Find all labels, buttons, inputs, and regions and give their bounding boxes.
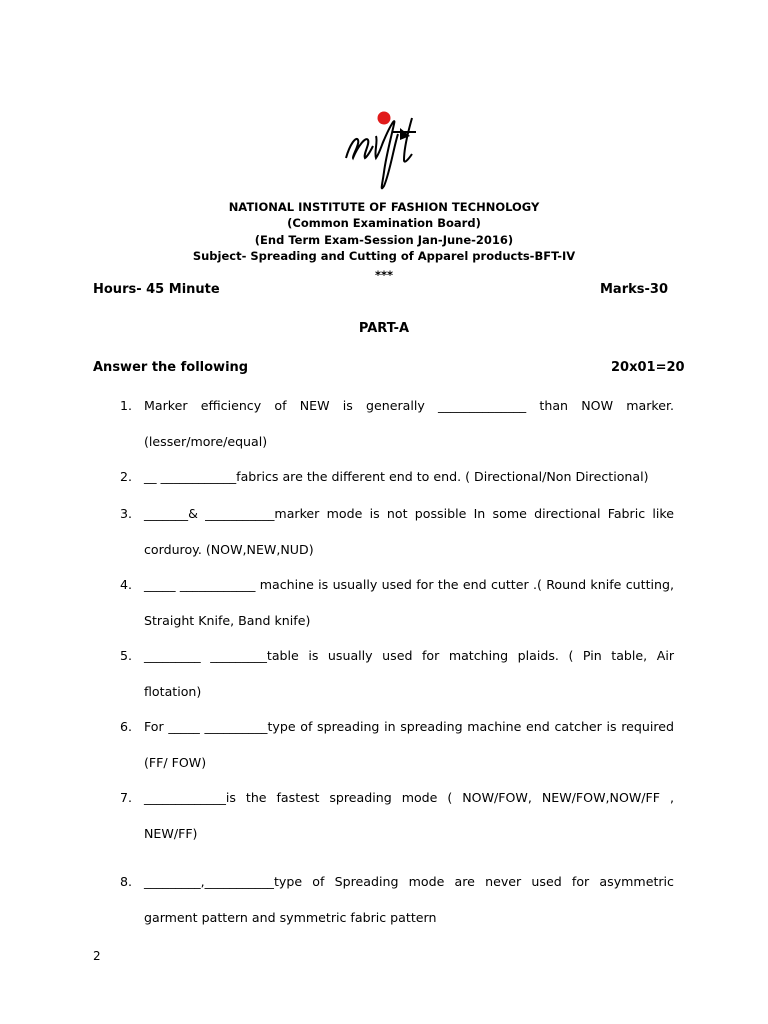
instruction-text: Answer the following — [93, 360, 249, 375]
question-7 — [120, 780, 674, 852]
header-stars: *** — [374, 268, 394, 282]
question-number: 6. — [120, 719, 133, 734]
page-number: 2 — [93, 949, 101, 963]
question-6 — [120, 709, 674, 781]
question-3 — [120, 496, 674, 568]
question-number: 8. — [120, 874, 133, 889]
question-text: _____ ____________ machine is usually used for the end cutter .( Round knife cutting, Straight Knife, Band knife) — [144, 577, 674, 628]
question-text: __ ____________fabrics are the different end to end. ( Directional/Non Directional) — [144, 469, 649, 484]
question-number: 7. — [120, 790, 133, 805]
instruction-marks: 20x01=20 — [611, 360, 685, 375]
exam-total-marks: Marks-30 — [600, 282, 668, 297]
question-number: 1. — [120, 398, 133, 413]
question-number: 3. — [120, 506, 133, 521]
question-4 — [120, 567, 674, 639]
institute-name: NATIONAL INSTITUTE OF FASHION TECHNOLOGY — [228, 200, 540, 214]
question-number: 4. — [120, 577, 133, 592]
question-number: 5. — [120, 648, 133, 663]
question-8 — [120, 864, 674, 936]
question-text: Marker efficiency of NEW is generally ______________ than NOW marker. (lesser/more/equal) — [144, 398, 674, 449]
question-text: _________ _________table is usually used for matching plaids. ( Pin table, Air flotation) — [144, 648, 674, 699]
question-5 — [120, 638, 674, 710]
part-heading: PART-A — [358, 321, 410, 336]
question-text: _____________is the fastest spreading mode ( NOW/FOW, NEW/FOW,NOW/FF , NEW/FF) — [144, 790, 674, 841]
logo-red-dot — [378, 112, 391, 125]
question-2 — [120, 459, 674, 495]
question-1 — [120, 388, 674, 460]
question-number: 2. — [120, 469, 133, 484]
question-text: _________,___________type of Spreading mode are never used for asymmetric garment pattern and symmetric fabric pattern — [144, 874, 674, 925]
nift-logo-icon — [338, 106, 428, 194]
subject-title: Subject- Spreading and Cutting of Apparel products-BFT-IV — [192, 249, 576, 263]
question-text: For _____ __________type of spreading in spreading machine end catcher is required (FF/ FOW) — [144, 719, 674, 770]
question-text: _______& ___________marker mode is not possible In some directional Fabric like corduroy. (NOW,NEW,NUD) — [144, 506, 674, 557]
exam-board: (Common Examination Board) — [287, 216, 481, 230]
exam-duration: Hours- 45 Minute — [93, 282, 220, 297]
exam-session: (End Term Exam-Session Jan-June-2016) — [254, 233, 514, 247]
